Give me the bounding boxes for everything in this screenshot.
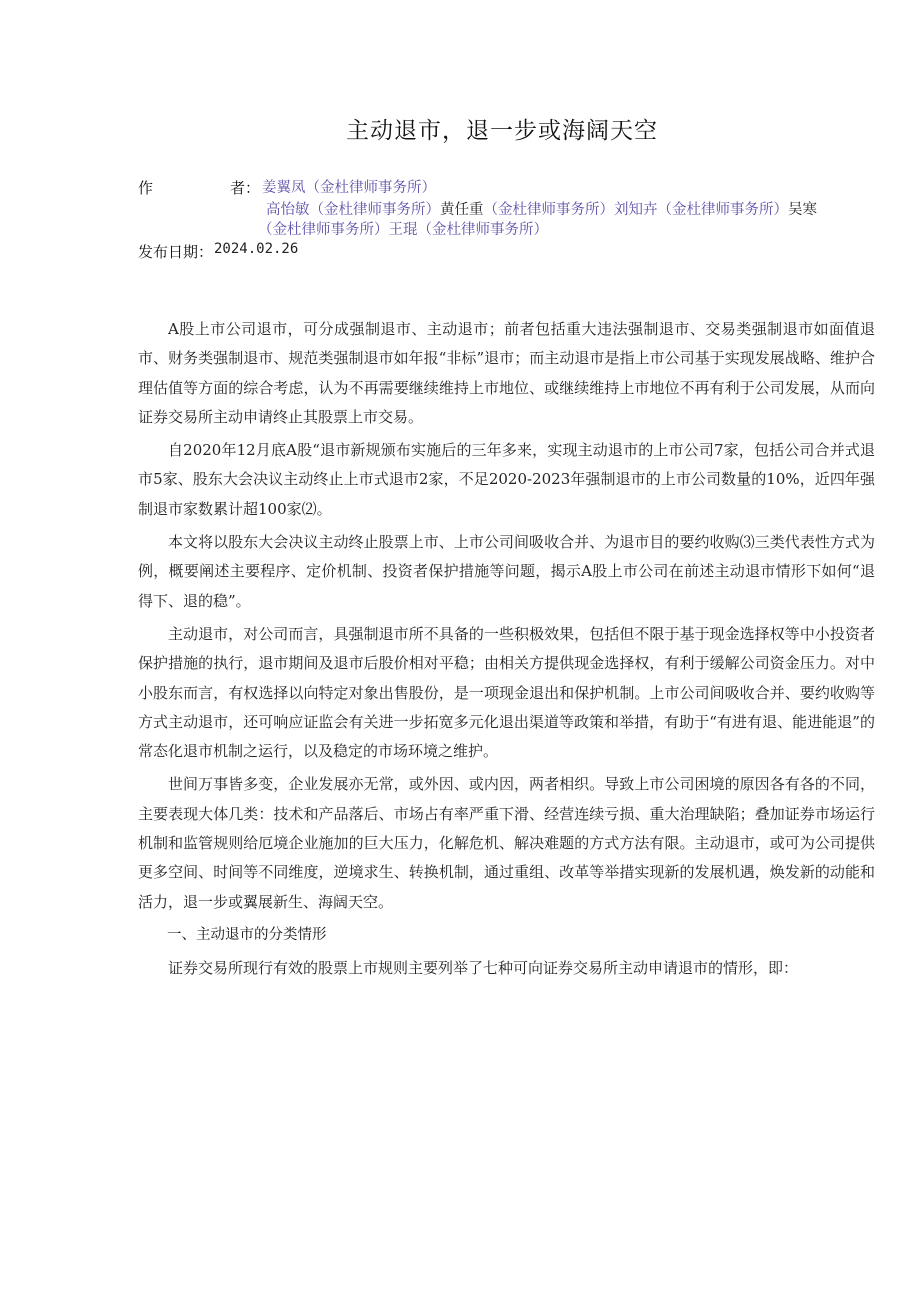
paragraph: 自2020年12月底A股“退市新规颁布实施后的三年多来，实现主动退市的上市公司7家，包括公司合并式退市5家、股东大会决议主动终止上市式退市2家，不足2020-2023年强制退市的上市公司数量的10%，近四年强制退市家数累计超100家⑵。 [138, 441, 875, 518]
author-firm[interactable]: （金杜律师事务所） [309, 202, 440, 218]
paragraph: 本文将以股东大会决议主动终止股票上市、上市公司间吸收合并、为退市目的要约收购⑶三类代表性方式为例，概要阐述主要程序、定价机制、投资者保护措施等问题，揭示A股上市公司在前述主动退市情形下如何“退得下、退的稳”。 [138, 533, 875, 610]
author-label-second-char: 者： [230, 179, 261, 197]
section-heading: 一、主动退市的分类情形 [167, 926, 327, 943]
author-label-first-char: 作 [138, 179, 154, 197]
paragraph: 世间万事皆多变，企业发展亦无常，或外因、或内因，两者相织。导致上市公司困境的原因各有各的不同，主要表现大体几类：技术和产品落后、市场占有率严重下滑、经营连续亏损、重大治理缺陷；叠加证券市场运行机制和监管规则给厄境企业施加的巨大压力，化解危机、解决难题的方式方法有限。主动退市，或可为公司提供更多空间、时间等不同维度，逆境求生、转换机制，通过重组、改革等举措实现新的发展机遇，焕发新的动能和活力，退一步或翼展新生、海阔天空。 [138, 775, 875, 911]
author-firm[interactable]: （金杜律师事务所） [305, 180, 436, 196]
author-firm[interactable]: （金杜律师事务所） [657, 202, 788, 218]
article-body [138, 315, 875, 988]
author-name[interactable]: 黄任重 [440, 202, 484, 218]
author-line-3 [258, 218, 548, 239]
author-name[interactable]: 姜翼凤 [262, 180, 306, 196]
author-name[interactable]: 王琨 [388, 222, 418, 238]
author-firm[interactable]: （金杜律师事务所） [483, 202, 614, 218]
author-firm[interactable]: （金杜律师事务所） [258, 222, 389, 238]
publish-date-value: 2024.02.26 [214, 241, 299, 257]
author-name[interactable]: 刘知卉 [614, 202, 658, 218]
author-line-1 [262, 176, 436, 197]
article-title: 主动退市，退一步或海阔天空 [346, 118, 658, 144]
author-name[interactable]: 吴寒 [788, 202, 817, 218]
publish-date-label: 发布日期： [138, 243, 214, 261]
paragraph: 主动退市，对公司而言，具强制退市所不具备的一些积极效果，包括但不限于基于现金选择权等中小投资者保护措施的执行，退市期间及退市后股价相对平稳；由相关方提供现金选择权，有利于缓解公司资金压力。对中小股东而言，有权选择以向特定对象出售股份，是一项现金退出和保护机制。上市公司间吸收合并、要约收购等方式主动退市，还可响应证监会有关进一步拓宽多元化退出渠道等政策和举措，有助于“有进有退、能进能退”的常态化退市机制之运行，以及稳定的市场环境之维护。 [138, 624, 875, 761]
paragraph: 证券交易所现行有效的股票上市规则主要列举了七种可向证券交易所主动申请退市的情形，即： [168, 959, 799, 978]
paragraph: A股上市公司退市，可分成强制退市、主动退市；前者包括重大违法强制退市、交易类强制退市如面值退市、财务类强制退市、规范类强制退市如年报“非标”退市；而主动退市是指上市公司基于实现发展战略、维护合理估值等方面的综合考虑，认为不再需要继续维持上市地位、或继续维持上市地位不再有利于公司发展，从而向证券交易所主动申请终止其股票上市交易。 [138, 320, 875, 426]
author-firm[interactable]: （金杜律师事务所） [417, 222, 548, 238]
author-line-2 [266, 198, 817, 219]
author-name[interactable]: 高怡敏 [266, 202, 310, 218]
